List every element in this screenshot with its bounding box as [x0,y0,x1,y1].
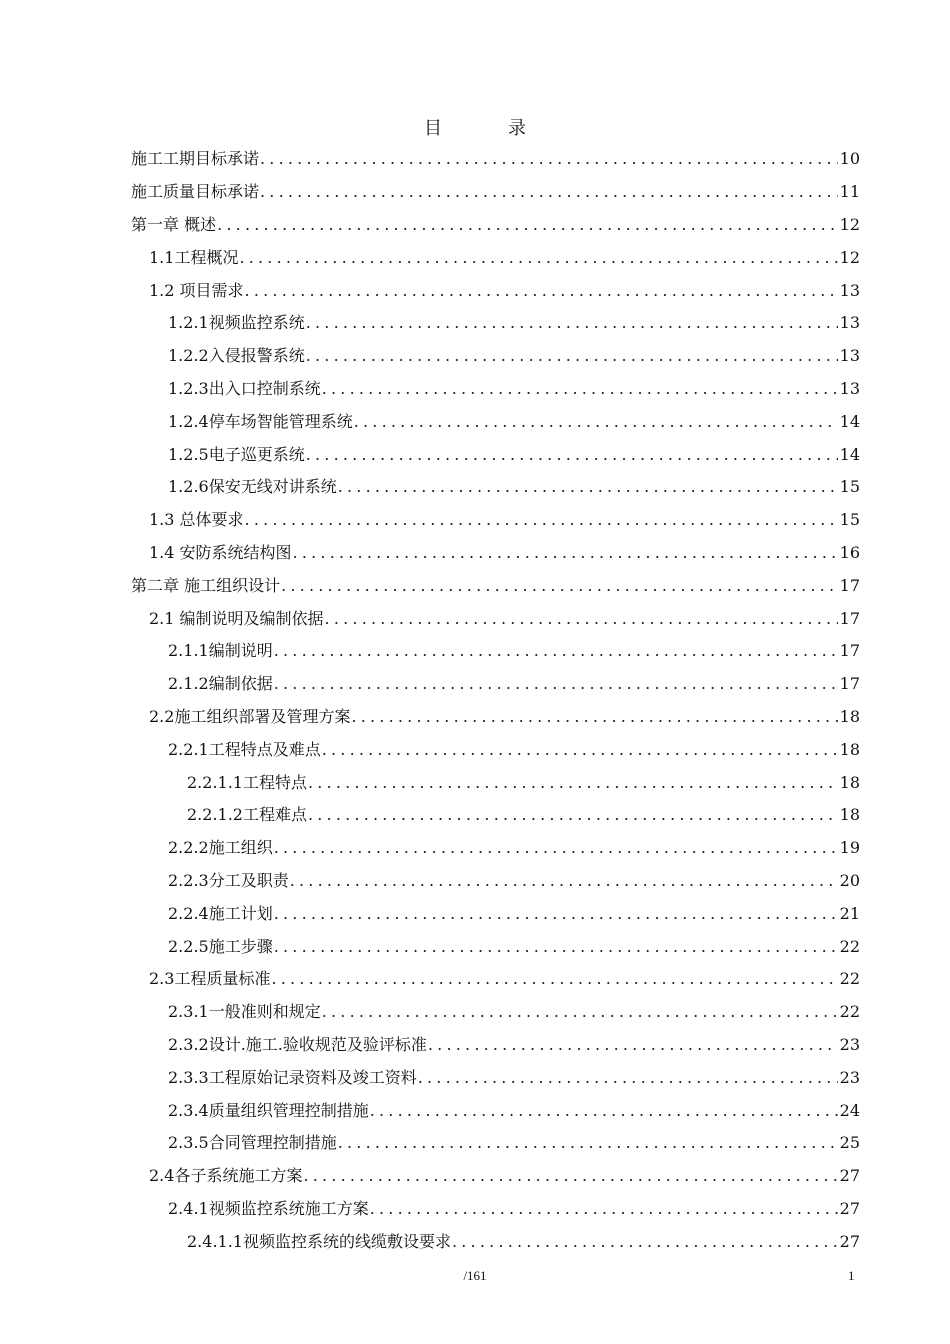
toc-entry-page: 17 [839,641,860,661]
toc-entry-label: 施工工期目标承诺 [131,149,260,169]
toc-entry-page: 21 [839,903,860,923]
toc-entry-page: 12 [839,247,860,267]
toc-dot-leader [274,937,838,957]
toc-dot-leader [293,543,838,563]
toc-dot-leader [325,609,838,629]
toc-entry-page: 27 [839,1198,860,1218]
toc-dot-leader [303,1166,837,1186]
toc-entry[interactable] [131,504,860,537]
footer-total-pages: /161 [463,1268,487,1283]
toc-dot-leader [308,773,838,793]
toc-entry-page: 14 [839,444,860,464]
toc-entry-page: 22 [839,969,860,989]
toc-dot-leader [271,969,837,989]
toc-entry-label: 1.3 总体要求 [149,510,244,530]
toc-entry[interactable] [131,1225,860,1258]
toc-entry-page: 11 [839,182,860,202]
footer-page-number: 1 [848,1268,855,1283]
toc-entry[interactable] [131,209,860,242]
toc-entry-label: 2.3.4质量组织管理控制措施 [168,1100,369,1120]
toc-entry-page: 13 [839,346,860,366]
toc-entry-label: 1.2.2入侵报警系统 [168,346,305,366]
toc-entry-page: 13 [839,280,860,300]
toc-entry-page: 13 [839,378,860,398]
toc-dot-leader [306,346,838,366]
toc-entry[interactable] [131,405,860,438]
toc-dot-leader [245,510,838,530]
toc-entry-label: 2.1.1编制说明 [168,641,273,661]
toc-entry[interactable] [131,1160,860,1193]
toc-entry[interactable] [131,241,860,274]
toc-entry[interactable] [131,733,860,766]
toc-entry-label: 1.2 项目需求 [149,280,244,300]
toc-entry-page: 17 [839,575,860,595]
toc-entry[interactable] [131,930,860,963]
toc-dot-leader [245,281,838,301]
toc-dot-leader [274,674,838,694]
toc-entry-label: 1.2.4停车场智能管理系统 [168,411,353,431]
toc-entry-label: 施工质量目标承诺 [131,182,260,202]
toc-dot-leader [351,707,837,727]
toc-entry[interactable] [131,766,860,799]
toc-entry-page: 18 [839,739,860,759]
toc-entry[interactable] [131,1094,860,1127]
toc-entry-label: 2.4.1.1视频监控系统的线缆敷设要求 [187,1231,451,1251]
toc-entry[interactable] [131,1193,860,1226]
toc-entry[interactable] [131,143,860,176]
toc-title-left: 目 [424,118,442,139]
toc-entry[interactable] [131,1127,860,1160]
toc-entry-page: 27 [839,1231,860,1251]
toc-entry[interactable] [131,176,860,209]
toc-dot-leader [274,838,838,858]
toc-entry-page: 23 [839,1067,860,1087]
toc-entry-page: 22 [839,1002,860,1022]
toc-entry-page: 24 [839,1100,860,1120]
toc-dot-leader [281,576,838,596]
toc-entry-label: 2.1.2编制依据 [168,674,273,694]
toc-title [0,114,950,140]
toc-entry-label: 2.3.1一般准则和规定 [168,1002,321,1022]
toc-entry[interactable] [131,897,860,930]
toc-entry-page: 19 [839,838,860,858]
toc-entry[interactable] [131,1029,860,1062]
toc-entry[interactable] [131,701,860,734]
toc-dot-leader [418,1068,838,1088]
toc-entry[interactable] [131,635,860,668]
toc-entry-label: 第一章 概述 [131,214,217,234]
toc-entry-label: 1.1工程概况 [149,247,239,267]
toc-entry-page: 14 [839,411,860,431]
toc-dot-leader [260,149,838,169]
toc-entry-label: 1.2.5电子巡更系统 [168,444,305,464]
toc-entry-label: 2.3工程质量标准 [149,969,271,989]
toc-dot-leader [239,248,837,268]
toc-entry-page: 17 [839,674,860,694]
toc-entry[interactable] [131,274,860,307]
toc-dot-leader [338,477,838,497]
toc-entry[interactable] [131,373,860,406]
toc-entry-label: 2.4.1视频监控系统施工方案 [168,1198,369,1218]
toc-entry[interactable] [131,1061,860,1094]
toc-entry-page: 13 [839,313,860,333]
toc-entry-page: 15 [839,510,860,530]
toc-entry-label: 2.2.1工程特点及难点 [168,739,321,759]
toc-entry-page: 12 [839,214,860,234]
toc-entry[interactable] [131,537,860,570]
toc-entry[interactable] [131,963,860,996]
toc-dot-leader [274,641,838,661]
toc-entry[interactable] [131,865,860,898]
toc-title-right: 录 [508,118,526,139]
toc-entry[interactable] [131,569,860,602]
toc-entry-page: 22 [839,936,860,956]
toc-entry-label: 2.2.3分工及职责 [168,870,289,890]
toc-dot-leader [306,313,838,333]
toc-entry[interactable] [131,438,860,471]
toc-entry-page: 18 [839,805,860,825]
toc-entry-label: 第二章 施工组织设计 [131,575,281,595]
toc-entry[interactable] [131,340,860,373]
toc-entry-page: 23 [839,1034,860,1054]
toc-dot-leader [452,1232,838,1252]
toc-dot-leader [274,904,838,924]
toc-entry-label: 2.2.1.2工程难点 [187,805,307,825]
toc-dot-leader [322,740,838,760]
toc-dot-leader [428,1035,838,1055]
toc-dot-leader [260,182,838,202]
toc-dot-leader [322,1002,838,1022]
toc-entry-page: 17 [839,608,860,628]
toc-entry-label: 1.4 安防系统结构图 [149,542,292,562]
toc-entry-page: 15 [839,477,860,497]
toc-entry[interactable] [131,799,860,832]
toc-list [131,143,860,1258]
toc-entry-label: 2.2.1.1工程特点 [187,772,307,792]
toc-dot-leader [370,1199,838,1219]
toc-entry-label: 2.2.4施工计划 [168,903,273,923]
toc-entry-label: 1.2.1视频监控系统 [168,313,305,333]
toc-dot-leader [338,1133,838,1153]
toc-entry-label: 2.3.3工程原始记录资料及竣工资料 [168,1067,417,1087]
toc-entry-page: 27 [839,1166,860,1186]
toc-entry-label: 2.2.2施工组织 [168,838,273,858]
toc-entry[interactable] [131,996,860,1029]
toc-entry-page: 18 [839,706,860,726]
toc-entry-page: 10 [839,149,860,169]
toc-entry[interactable] [131,307,860,340]
toc-entry-label: 2.2.5施工步骤 [168,936,273,956]
toc-dot-leader [370,1101,838,1121]
toc-entry[interactable] [131,471,860,504]
toc-entry-label: 2.4各子系统施工方案 [149,1166,303,1186]
toc-entry-page: 18 [839,772,860,792]
toc-dot-leader [308,805,838,825]
toc-entry[interactable] [131,602,860,635]
toc-dot-leader [306,445,838,465]
toc-dot-leader [217,215,838,235]
toc-dot-leader [354,412,838,432]
toc-entry-label: 1.2.6保安无线对讲系统 [168,477,337,497]
toc-entry-label: 2.2施工组织部署及管理方案 [149,706,351,726]
toc-entry-label: 2.3.5合同管理控制措施 [168,1133,337,1153]
toc-entry-page: 20 [839,870,860,890]
toc-entry[interactable] [131,832,860,865]
toc-entry-label: 2.3.2设计.施工.验收规范及验评标准 [168,1034,427,1054]
toc-entry-label: 2.1 编制说明及编制依据 [149,608,324,628]
toc-entry[interactable] [131,668,860,701]
toc-entry-page: 16 [839,542,860,562]
toc-entry-page: 25 [839,1133,860,1153]
toc-entry-label: 1.2.3出入口控制系统 [168,378,321,398]
toc-dot-leader [290,871,838,891]
toc-dot-leader [322,379,838,399]
